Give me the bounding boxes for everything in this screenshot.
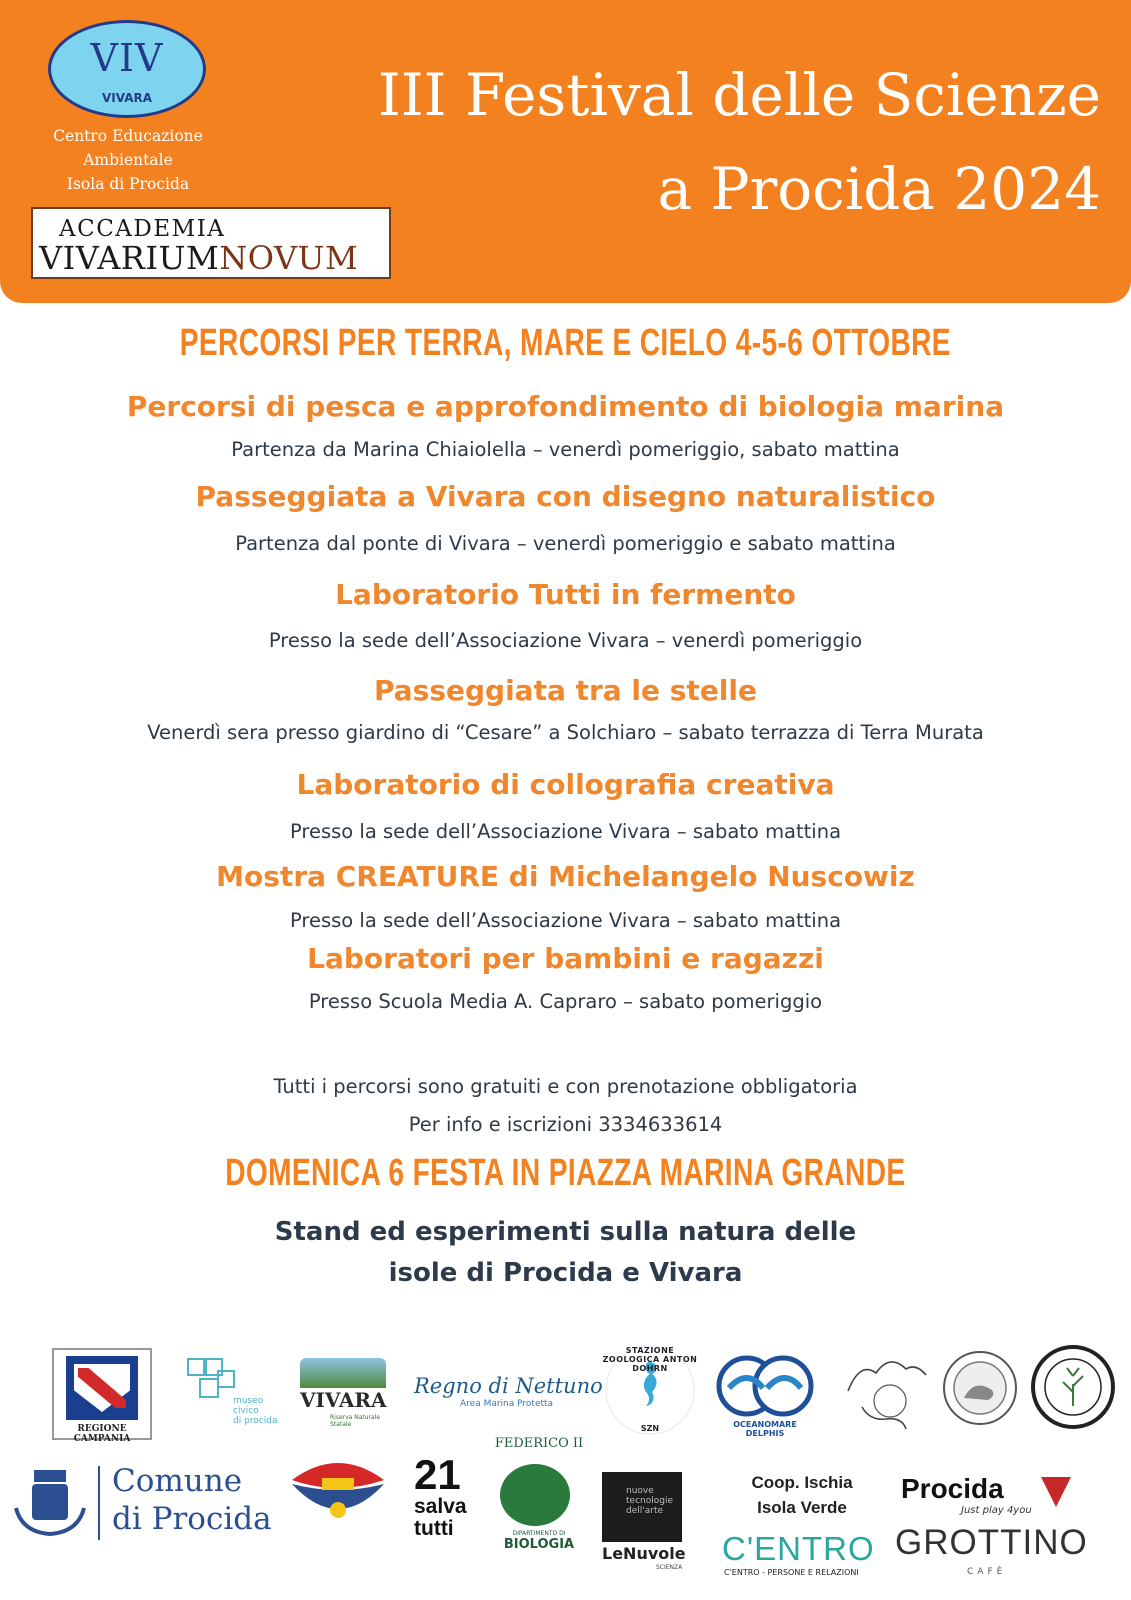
regione-campania-logo: [52, 1348, 152, 1444]
nuove-tecnologie-block: [602, 1472, 682, 1542]
museo-label: [233, 1396, 277, 1426]
centro-educazione-label: [30, 124, 226, 196]
festival-title: [311, 48, 1101, 236]
comune-label: [112, 1462, 272, 1538]
nuove-line-1: nuove: [626, 1486, 654, 1496]
salva-tutti-logo: [414, 1451, 474, 1544]
anton-dohrn-logo: [601, 1340, 699, 1440]
vivara-reserve-logo: [300, 1358, 400, 1428]
vivarium-novum-label: [39, 239, 358, 277]
salva-number: 21: [414, 1451, 461, 1498]
activity-subtitle: Partenza dal ponte di Vivara – venerdì pomeriggio e sabato mattina: [235, 532, 896, 555]
museo-line-2: civico: [233, 1406, 259, 1416]
title-line-1: III Festival delle Scienze: [377, 61, 1101, 129]
salva-label: [414, 1496, 474, 1540]
tutti-word: tutti: [414, 1517, 454, 1540]
association-seal-logo: [1030, 1344, 1116, 1430]
napoli-cima-logo: [842, 1345, 932, 1437]
lips-flags-icon: [286, 1450, 388, 1536]
dolphin-icon: [715, 1354, 815, 1418]
stand-line-2: isole di Procida e Vivara: [388, 1258, 743, 1288]
island-landscape-icon: [300, 1358, 386, 1388]
museo-civico-logo: [183, 1356, 283, 1436]
procida-brand-label: Procida: [901, 1473, 1004, 1504]
lenuvole-label: LeNuvole: [602, 1544, 686, 1563]
vivara-logo-word: VIVARA: [101, 91, 153, 105]
center-line-2: Ambientale: [83, 151, 173, 169]
activity-title: Mostra CREATURE di Michelangelo Nuscowiz: [216, 860, 915, 893]
comune-di-procida-logo: [12, 1463, 280, 1566]
comune-line-2: di Procida: [112, 1501, 272, 1537]
activity-subtitle: Presso la sede dell’Associazione Vivara – venerdì pomeriggio: [268, 629, 863, 652]
vivara-reserve-sub: Riserva Naturale Statale: [330, 1414, 381, 1428]
mountain-sketch-icon: [842, 1345, 932, 1437]
regione-shield-icon: [66, 1356, 138, 1420]
activity-title: Laboratorio di collografia creativa: [296, 768, 835, 801]
vivara-logo: [48, 20, 206, 118]
centro-label: C'ENTRO: [722, 1530, 875, 1567]
coop-line-2: Isola Verde: [757, 1498, 847, 1517]
nuove-line-3: dell'arte: [626, 1506, 664, 1516]
nettuno-label: Regno di Nettuno: [414, 1374, 603, 1398]
activity-title: Passeggiata tra le stelle: [374, 674, 757, 707]
center-line-1: Centro Educazione: [53, 127, 203, 145]
vivara-reserve-label: VIVARA: [300, 1388, 387, 1412]
salva-word: salva: [414, 1495, 467, 1518]
activity-subtitle: Presso la sede dell’Associazione Vivara – sabato mattina: [289, 909, 842, 932]
activity-title: Percorsi di pesca e approfondimento di biologia marina: [126, 390, 1005, 423]
activity-subtitle: Partenza da Marina Chiaiolella – venerdì pomeriggio, sabato mattina: [231, 438, 900, 461]
seal-icon: [940, 1348, 1020, 1428]
title-line-2: a Procida 2024: [657, 155, 1101, 223]
coop-label: [722, 1470, 882, 1520]
grottino-sub: CAFÈ: [967, 1567, 1007, 1577]
novum-word: NOVUM: [219, 239, 359, 277]
procida-flag-icon: [1041, 1477, 1071, 1507]
regno-di-nettuno-logo: [414, 1374, 603, 1424]
sunday-banner: DOMENICA 6 FESTA IN PIAZZA MARINA GRANDE: [225, 1152, 906, 1194]
szn-label: SZN: [640, 1424, 660, 1433]
anton-dohrn-label: STAZIONE ZOOLOGICA ANTON DOHRN: [602, 1346, 698, 1373]
activity-subtitle: Venerdì sera presso giardino di “Cesare” a Solchiaro – sabato terrazza di Terra Murata: [147, 721, 984, 744]
regione-label: REGIONE CAMPANIA: [73, 1424, 131, 1444]
nuove-tecnologie-label: [626, 1486, 673, 1516]
percorsi-banner: PERCORSI PER TERRA, MARE E CIELO 4-5-6 OTTOBRE: [179, 322, 951, 364]
museo-line-1: museo: [233, 1396, 264, 1406]
comune-crest-icon: [12, 1468, 88, 1538]
vivarium-word: VIVARIUM: [39, 239, 220, 277]
tree-seal-icon: [1030, 1344, 1116, 1430]
coop-centro-logo: [722, 1470, 882, 1580]
stand-line-1: Stand ed esperimenti sulla natura delle: [274, 1217, 857, 1247]
nuove-line-2: tecnologie: [626, 1496, 673, 1506]
vivara-logo-mark: VIV: [90, 36, 164, 80]
le-nuvole-logo: [602, 1472, 686, 1582]
accademia-label: ACCADEMIA: [59, 216, 226, 242]
biologia-top-label: DIPARTIMENTO DI: [512, 1530, 566, 1537]
grottino-label: GROTTINO: [895, 1523, 1088, 1562]
header-banner: [0, 0, 1131, 303]
lenuvole-sub: SCIENZA: [656, 1564, 683, 1571]
info-phone-text: Per info e iscrizioni 3334633614: [408, 1113, 723, 1136]
info-free-text: Tutti i percorsi sono gratuiti e con prenotazione obbligatoria: [273, 1075, 858, 1098]
activity-subtitle: Presso Scuola Media A. Capraro – sabato pomeriggio: [308, 990, 823, 1013]
nettuno-sub: Area Marina Protetta: [460, 1399, 554, 1409]
procida-grottino-logo: [895, 1473, 1095, 1588]
centro-sub: C'ENTRO - PERSONE E RELAZIONI: [724, 1568, 859, 1577]
biologia-label: BIOLOGIA: [503, 1537, 575, 1552]
oceanomare-delphis-logo: [715, 1354, 815, 1436]
center-line-3: Isola di Procida: [66, 175, 190, 193]
biologia-federico-logo: [492, 1436, 586, 1556]
european-project-logo: [286, 1450, 388, 1536]
historical-seal-logo: [940, 1348, 1020, 1428]
comune-line-1: Comune: [112, 1463, 243, 1499]
federico-label: FEDERICO II: [494, 1436, 584, 1451]
activity-title: Passeggiata a Vivara con disegno naturalistico: [195, 480, 936, 513]
activity-title: Laboratorio Tutti in fermento: [335, 578, 796, 611]
museo-line-3: di procida: [233, 1416, 278, 1426]
biologia-circle-icon: [500, 1464, 570, 1526]
procida-tagline: Just play 4you: [961, 1505, 1032, 1516]
activity-title: Laboratori per bambini e ragazzi: [307, 942, 824, 975]
oceanomare-label: OCEANOMARE DELPHIS: [733, 1420, 797, 1438]
coop-line-1: Coop. Ischia: [751, 1473, 853, 1492]
activity-subtitle: Presso la sede dell’Associazione Vivara – sabato mattina: [289, 820, 842, 843]
